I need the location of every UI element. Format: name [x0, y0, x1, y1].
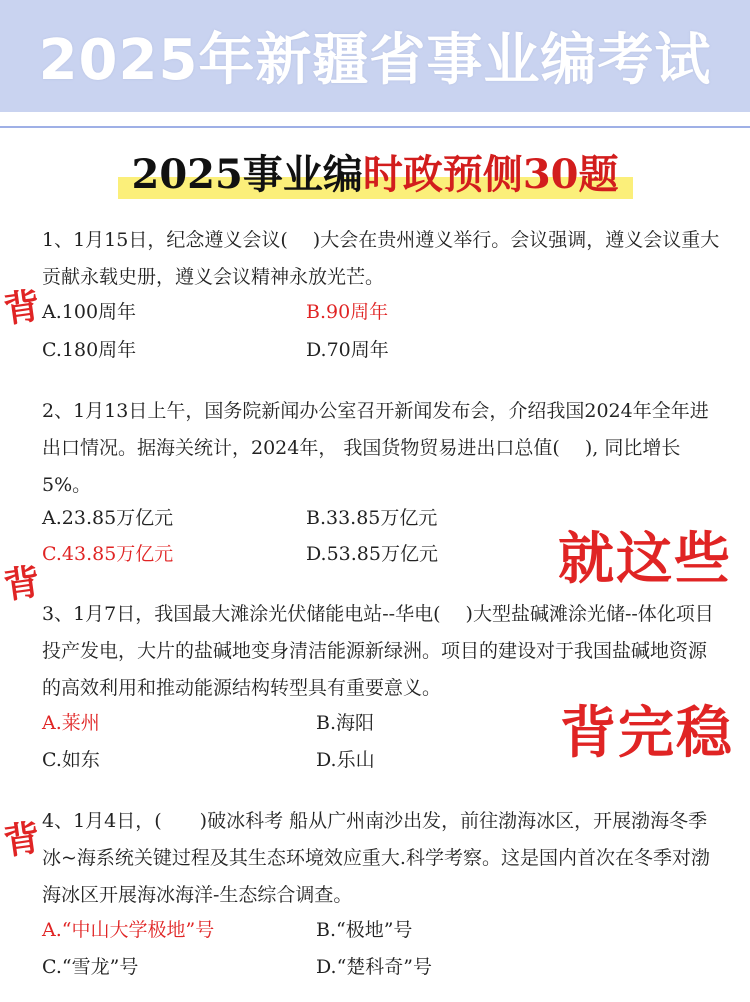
side-note-2: 背完稳 — [560, 701, 734, 766]
question-2-option-d[interactable]: D.53.85万亿元 — [306, 543, 438, 565]
question-4-option-c[interactable]: C.“雪龙”号 — [42, 956, 139, 978]
question-3-text: 3、1月7日，我国最大滩涂光伏储能电站--华电( )大型盐碱滩涂光储--体化项目投产发电，大片的盐碱地变身清洁能源新绿洲。项目的建设对于我国盐碱地资源的高效利用和推动能源结构转型具有重要意义。 — [42, 603, 714, 699]
subtitle-part-2: 时政预侧30题 — [362, 151, 619, 198]
question-4-option-a[interactable]: A.“中山大学极地”号 — [42, 919, 215, 941]
banner-title: 2025年新疆省事业编考试 — [38, 28, 712, 93]
subtitle-block — [0, 140, 750, 210]
question-2-option-a[interactable]: A.23.85万亿元 — [42, 507, 174, 529]
question-4-text: 4、1月4日，( )破冰科考 船从广州南沙出发，前往渤海冰区，开展渤海冬季冰~海系统关键过程及其生态环境效应重大.科学考察。这是国内首次在冬季对渤海冰区开展海冰海洋-生态综合调查。 — [42, 810, 710, 906]
question-1-option-d[interactable]: D.70周年 — [306, 339, 389, 361]
question-2-option-c[interactable]: C.43.85万亿元 — [42, 543, 174, 565]
question-3-option-c[interactable]: C.如东 — [42, 749, 100, 771]
question-1-text: 1、1月15日，纪念遵义会议( )大会在贵州遵义举行。会议强调，遵义会议重大贡献永载史册，遵义会议精神永放光芒。 — [42, 229, 720, 288]
question-2-text: 2、1月13日上午，国务院新闻办公室召开新闻发布会，介绍我国2024年全年进出口情况。据海关统计，2024年， 我国货物贸易进出口总值( ), 同比增长5%。 — [42, 400, 709, 496]
memorize-stamp-3: 背 — [1, 817, 43, 864]
subtitle — [131, 151, 619, 198]
subtitle-part-1: 2025事业编 — [131, 151, 363, 198]
question-1-option-b[interactable]: B.90周年 — [306, 301, 389, 323]
question-1-option-a[interactable]: A.100周年 — [42, 301, 137, 323]
title-banner — [0, 0, 750, 112]
question-3-option-a[interactable]: A.莱州 — [42, 712, 100, 734]
memorize-stamp-1: 背 — [1, 285, 43, 332]
divider — [0, 126, 750, 128]
question-1-option-c[interactable]: C.180周年 — [42, 339, 137, 361]
question-3-option-d[interactable]: D.乐山 — [316, 749, 375, 771]
question-4-option-b[interactable]: B.“极地”号 — [316, 919, 413, 941]
memorize-stamp-2: 背 — [1, 561, 43, 608]
question-3-option-b[interactable]: B.海阳 — [316, 712, 375, 734]
side-note-1: 就这些 — [558, 527, 732, 592]
question-4-option-d[interactable]: D.“楚科奇”号 — [316, 956, 433, 978]
question-2-option-b[interactable]: B.33.85万亿元 — [306, 507, 438, 529]
